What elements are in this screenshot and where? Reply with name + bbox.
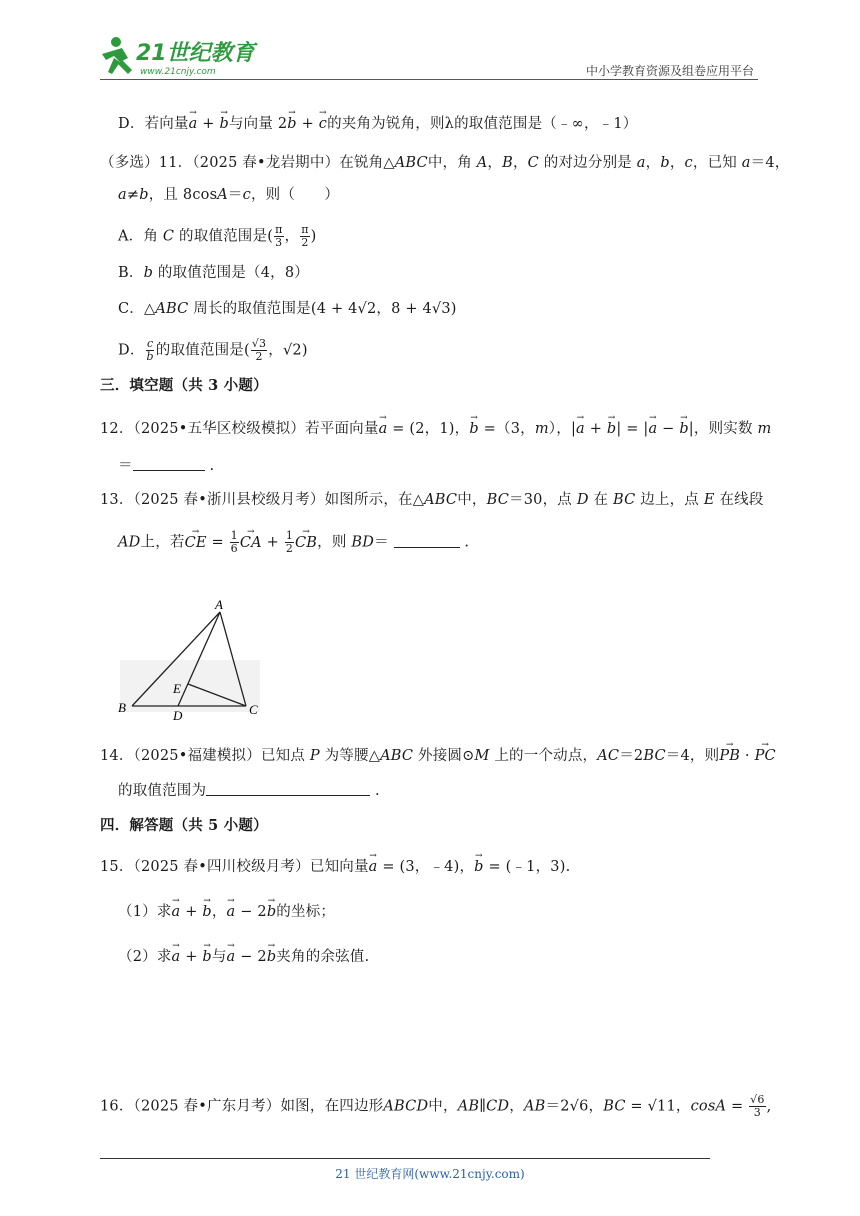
q11-option-b: B．b 的取值范围是（4，8）: [118, 265, 310, 281]
header-divider: [100, 79, 758, 80]
label-b: B: [118, 700, 126, 715]
q15-part-2: （2）求→ a + → b与→ a − 2→ b夹角的余弦值.: [118, 947, 369, 967]
q13-answer-blank[interactable]: [394, 534, 460, 548]
q12-stem-line2: ＝ .: [118, 458, 215, 474]
label-c: C: [249, 702, 258, 717]
q11-option-d: D． $\frac{c}{b}$ 的取值范围是( $\frac{√3}{2}$ ，√2): [118, 337, 308, 363]
label-d: D: [173, 708, 183, 722]
q10-option-d: D．若向量→ a + → b与向量 2→ b + → c的夹角为锐角，则λ的取值范围是（﹣∞，﹣1）: [118, 114, 637, 134]
q13-stem-line1: 13．（2025 春•浙川县校级月考）如图所示，在△ABC中，BC＝30，点 D 在 BC 边上，点 E 在线段: [100, 492, 764, 508]
q11-stem-line2: a≠b，且 8cosA＝c，则（ ）: [118, 187, 340, 203]
platform-title: 中小学教育资源及组卷应用平台: [585, 64, 754, 78]
q11-stem-line1: （多选）11．（2025 春•龙岩期中）在锐角△ABC中，角 A，B，C 的对边分别是 a，b，c，已知 a＝4，: [100, 155, 790, 171]
section-3-title: 三．填空题（共 3 小题）: [100, 377, 268, 394]
q16-stem: 16．（2025 春•广东月考）如图，在四边形ABCD中，AB∥CD，AB＝2√6，BC = √11，cosA = $\frac{√6}{3}$ ,: [100, 1093, 772, 1119]
label-a: A: [215, 598, 223, 612]
triangle-figure: [118, 598, 268, 722]
q15-part-1: （1）求→ a + → b，→ a − 2→ b的坐标；: [118, 902, 335, 922]
footer-link[interactable]: 21 世纪教育网(www.21cnjy.com): [335, 1167, 525, 1181]
q11-option-a: A．角 C 的取值范围是( $\frac{\pi}{3}$ ， $\frac{\pi}{2}$ ): [118, 223, 317, 249]
page-header: [0, 0, 860, 90]
svg-text:www.21cnjy.com: www.21cnjy.com: [140, 67, 216, 77]
q11-option-c: C．△ABC 周长的取值范围是(4 + 4√2，8 + 4√3): [118, 301, 457, 317]
q14-stem-line2: 的取值范围为 .: [118, 783, 380, 799]
label-e: E: [173, 681, 181, 696]
q14-stem-line1: 14．（2025•福建模拟）已知点 P 为等腰△ABC 外接圆⊙M 上的一个动点，AC＝2BC＝4，则→ PB · → PC: [100, 746, 776, 766]
svg-text:21世纪教育: 21世纪教育: [136, 41, 255, 66]
footer-divider: [100, 1158, 710, 1159]
q12-stem-line1: 12．（2025•五华区校级模拟）若平面向量→ a = (2，1)，→ b =（3，m），|→ a + → b| = |→ a − → b|，则实数 m: [100, 419, 771, 439]
q14-answer-blank[interactable]: [206, 782, 370, 796]
q12-answer-blank[interactable]: [133, 457, 205, 471]
site-logo: [92, 32, 262, 80]
section-4-title: 四．解答题（共 5 小题）: [100, 817, 268, 834]
q15-stem: 15．（2025 春•四川校级月考）已知向量→ a = (3，﹣4)，→ b = (﹣1，3).: [100, 857, 570, 877]
q13-stem-line2: AD上，若→ CE = $\frac{1}{6}$ → CA + $\frac{1}{2}$ → CB，则 BD＝ .: [118, 530, 469, 555]
